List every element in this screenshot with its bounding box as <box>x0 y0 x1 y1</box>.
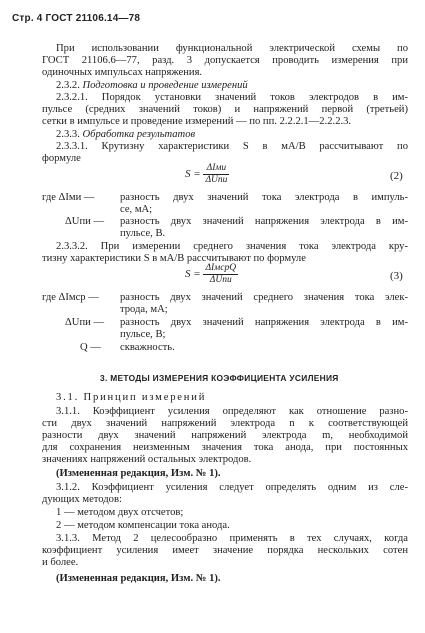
paragraph-line: 3.1.3. Метод 2 целесообразно применять в тех случаях, когда <box>56 533 408 544</box>
paragraph-line: 2.3.3.2. При измерении среднего значения тока электрода кру- <box>56 241 408 252</box>
paragraph-line: дующих методов: <box>42 494 122 505</box>
formula-numerator: ΔIмсрQ <box>205 263 237 273</box>
paragraph-line: пульсе (средних значений токов) и напряжений первой (третьей) <box>42 104 408 115</box>
section-number: 2.3.2. <box>56 80 83 91</box>
paragraph-line: 2.3.3.1. Крутизну характеристики S в мА/В рассчитывают по <box>56 141 408 152</box>
amendment-note: (Измененная редакция, Изм. № 1). <box>56 573 221 584</box>
formula-3 <box>185 263 238 286</box>
definition-text: разность двух значений тока электрода в импуль- <box>120 192 408 203</box>
paragraph-line: и более. <box>42 557 79 568</box>
paragraph-line: 2.3.2.1. Порядок установки значений токов электродов в им- <box>56 92 408 103</box>
paragraph-line: разности двух значений напряжений электрода m, необходимой <box>42 430 408 441</box>
formula-fraction <box>203 163 229 186</box>
paragraph-line: сти двух значений напряжений электрода n к соответствующей <box>42 418 408 429</box>
equation-number: (2) <box>390 170 403 182</box>
definition-text: разность двух значений среднего значения тока элек- <box>120 292 408 303</box>
subsection-heading-3-1: 3.1. Принцип измерений <box>56 392 207 403</box>
definition-term: где ΔIми — <box>42 192 95 203</box>
section-heading-2-3-2 <box>56 80 248 92</box>
paragraph-line: одиночных импульсах напряжения. <box>42 67 203 78</box>
paragraph-line: сетки в импульсе и проведение измерений — по пп. 2.2.2.1—2.2.2.3. <box>42 116 352 127</box>
formula-fraction <box>203 263 238 286</box>
definition-text: пульсе, В. <box>120 228 166 239</box>
list-item: 2 — методом компенсации тока анода. <box>56 520 230 531</box>
section-number: 2.3.3. <box>56 129 83 140</box>
section-heading-3: 3. МЕТОДЫ ИЗМЕРЕНИЯ КОЭФФИЦИЕНТА УСИЛЕНИЯ <box>100 373 339 383</box>
equation-number: (3) <box>390 270 403 282</box>
formula-numerator: ΔIми <box>203 163 229 175</box>
formula-denominator: ΔUпи <box>205 175 228 185</box>
paragraph-line: значениях напряжений остальных электродов. <box>42 454 252 465</box>
list-item: 1 — методом двух отсчетов; <box>56 507 184 518</box>
page-header: Стр. 4 ГОСТ 21106.14—78 <box>12 13 141 24</box>
section-title: Подготовка и проведение измерений <box>82 80 248 91</box>
paragraph-line: формуле <box>42 153 81 164</box>
definition-text: скважность. <box>120 342 175 353</box>
formula-2 <box>185 163 229 186</box>
definition-text: разность двух значений напряжения электрода в им- <box>120 216 408 227</box>
formula-lhs: S = <box>185 268 201 281</box>
definition-text: пульсе, В; <box>120 329 166 340</box>
paragraph-line: При использовании функциональной электрической схемы по <box>56 43 408 54</box>
formula-lhs: S = <box>185 168 201 181</box>
definition-term: ΔUпи — <box>65 216 105 227</box>
definition-term: где ΔIмср — <box>42 292 99 303</box>
paragraph-line: ГОСТ 21106.6—77, разд. 3 допускается проводить измерения при <box>42 55 408 66</box>
formula-denominator: ΔUпи <box>209 275 232 285</box>
section-heading-2-3-3 <box>56 129 195 141</box>
paragraph-line: 3.1.1. Коэффициент усиления определяют как отношение разно- <box>56 406 408 417</box>
paragraph-line: коэффициент усиления имеет значение порядка нескольких сотен <box>42 545 408 556</box>
definition-term: Q — <box>80 342 101 353</box>
paragraph-line: тизну характеристики S в мА/В рассчитывают по формуле <box>42 253 306 264</box>
definition-text: трода, мА; <box>120 304 168 315</box>
definition-term: ΔUпи — <box>65 317 105 328</box>
definition-text: разность двух значений напряжения электрода в им- <box>120 317 408 328</box>
paragraph-line: 3.1.2. Коэффициент усиления следует определять одним из сле- <box>56 482 408 493</box>
section-title: Обработка результатов <box>82 129 196 140</box>
amendment-note: (Измененная редакция, Изм. № 1). <box>56 468 221 479</box>
paragraph-line: для сохранения неизменным значения тока анода, при постоянных <box>42 442 408 453</box>
definition-text: се, мА; <box>120 204 153 215</box>
